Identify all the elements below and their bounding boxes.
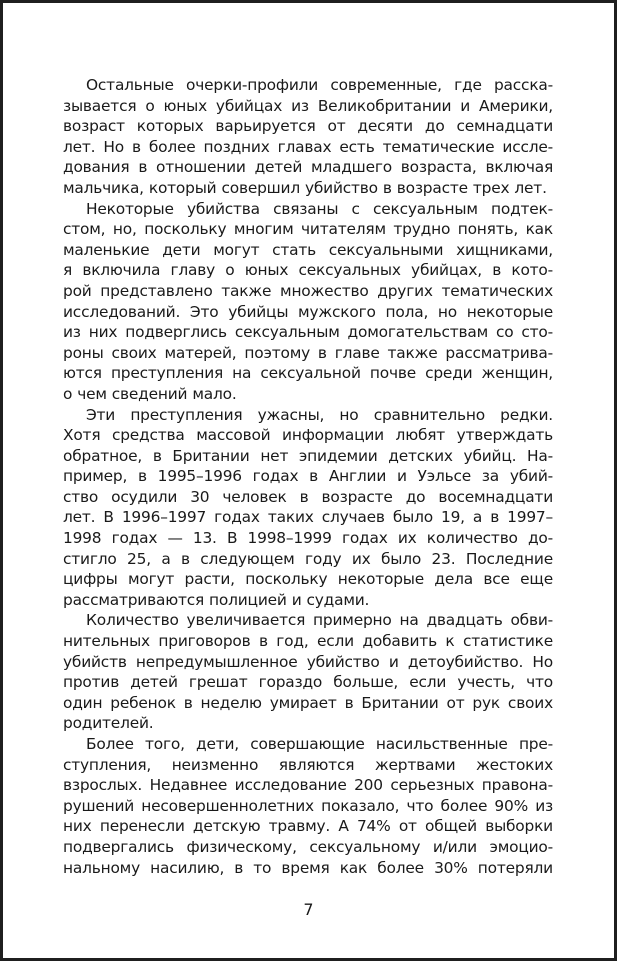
text-line: убийств непредумышленное убийство и детоубийство. Но <box>63 652 553 671</box>
text-line: возраст которых варьируется от десяти до семнадцати <box>63 117 553 136</box>
text-line: исследований. Это убийцы мужского пола, но некоторые <box>63 302 553 321</box>
text-line: них перенесли детскую травму. А 74% от общей выборки <box>63 817 553 836</box>
text-line: обратное, в Британии нет эпидемии детских убийц. На- <box>63 446 553 465</box>
text-line: Эти преступления ужасны, но сравнительно редки. <box>86 405 553 424</box>
text-line: нительных приговоров в год, если добавить к статистике <box>63 632 553 651</box>
text-line: родителей. <box>63 714 154 733</box>
text-line: подвергались физическому, сексуальному и/или эмоцио- <box>63 837 553 856</box>
text-line: взрослых. Недавнее исследование 200 серьезных правона- <box>63 776 553 795</box>
text-line: против детей грешат гораздо больше, если учесть, что <box>63 673 553 692</box>
text-line: лет. Но в более поздних главах есть тематические иссле- <box>63 137 553 156</box>
text-line: Количество увеличивается примерно на двадцать обви- <box>86 611 553 630</box>
text-line: пример, в 1995–1996 годах в Англии и Уэльсе за убий- <box>63 467 553 486</box>
page-number: 7 <box>303 900 314 919</box>
text-line: я включила главу о юных сексуальных убийцах, в кото- <box>63 261 553 280</box>
text-line: ступления, неизменно являются жертвами жестоких <box>63 755 553 774</box>
text-line: один ребенок в неделю умирает в Британии от рук своих <box>63 693 553 712</box>
text-line: ются преступления на сексуальной почве среди женщин, <box>63 364 553 383</box>
text-line: ство осудили 30 человек в возрасте до восемнадцати <box>63 487 553 506</box>
text-line: зывается о юных убийцах из Великобритании и Америки, <box>63 96 553 115</box>
text-line: рассматриваются полицией и судами. <box>63 590 370 609</box>
text-line: стом, но, поскольку многим читателям трудно понять, как <box>63 220 553 239</box>
text-line: дования в отношении детей младшего возраста, включая <box>63 158 553 177</box>
text-line: из них подверглись сексуальным домогательствам со сто- <box>63 323 553 342</box>
text-line: маленькие дети могут стать сексуальными хищниками, <box>63 240 553 259</box>
text-line: Хотя средства массовой информации любят утверждать <box>63 426 553 445</box>
text-line: цифры могут расти, поскольку некоторые дела все еще <box>63 570 553 589</box>
text-line: лет. В 1996–1997 годах таких случаев было 19, а в 1997– <box>63 508 553 527</box>
text-line: стигло 25, а в следующем году их было 23. Последние <box>63 549 553 568</box>
body-text <box>63 75 553 878</box>
text-line: 1998 годах — 13. В 1998–1999 годах их количество до- <box>63 529 553 548</box>
paragraph <box>63 734 553 878</box>
paragraph <box>63 405 553 611</box>
text-line: рушений несовершеннолетних показало, что более 90% из <box>63 796 553 815</box>
text-line: Некоторые убийства связаны с сексуальным подтек- <box>86 199 553 218</box>
text-line: роны своих матерей, поэтому в главе также рассматрива- <box>63 343 553 362</box>
paragraph <box>63 75 553 199</box>
text-line: рой представлено также множество других тематических <box>63 281 553 300</box>
text-line: мальчика, который совершил убийство в возрасте трех лет. <box>63 178 547 197</box>
text-line: Остальные очерки-профили современные, где расска- <box>86 76 553 94</box>
book-page <box>3 3 614 958</box>
text-line: нальному насилию, в то время как более 30% потеряли <box>63 858 553 877</box>
text-line: Более того, дети, совершающие насильственные пре- <box>86 735 553 753</box>
paragraph <box>63 610 553 734</box>
text-line: о чем сведений мало. <box>63 384 237 403</box>
paragraph <box>63 199 553 405</box>
